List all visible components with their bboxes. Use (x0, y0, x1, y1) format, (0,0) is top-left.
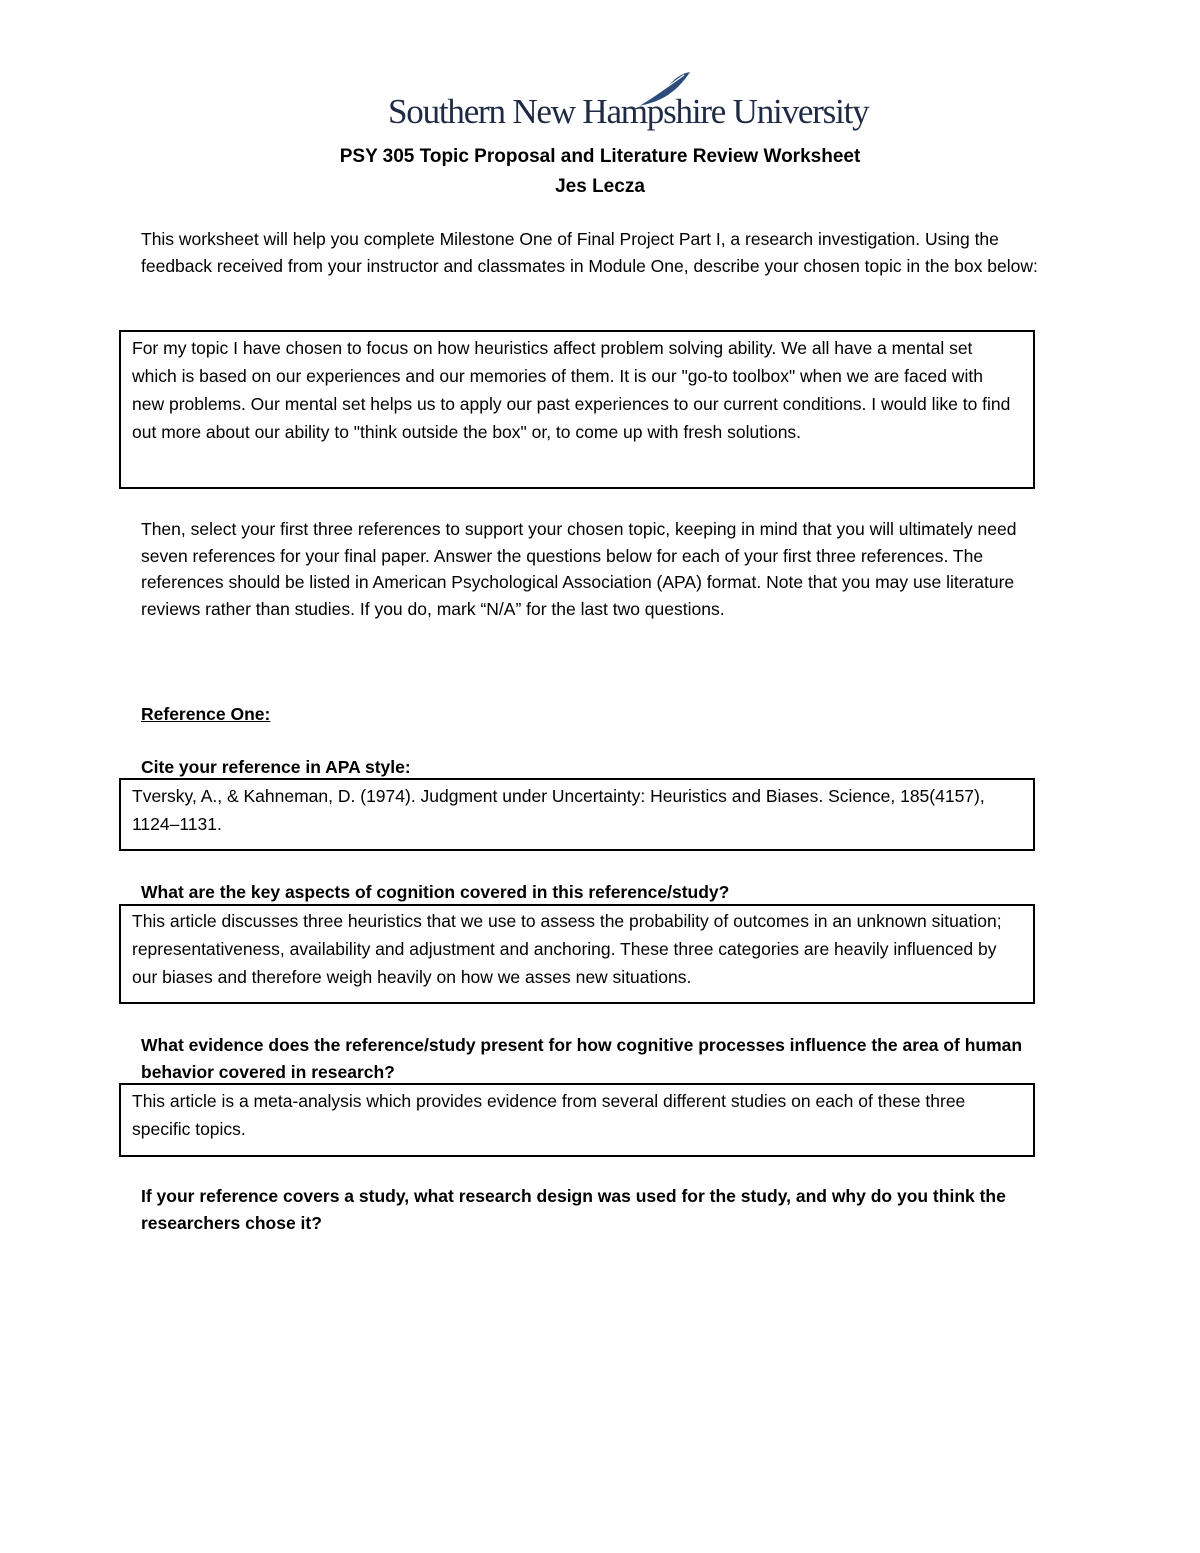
topic-answer-box[interactable] (119, 330, 1035, 489)
evidence-answer-box[interactable] (119, 1083, 1035, 1157)
aspects-answer-box[interactable] (119, 904, 1035, 1004)
university-logo (384, 70, 869, 136)
topic-answer-text: For my topic I have chosen to focus on how heuristics affect problem solving ability. We all have a mental set which is based on our experiences and our memories of them. It is our "go-to toolbox" when we are faced with new problems. Our mental set helps us to apply our past experiences to our current conditions. I would like to find out more about our ability to "think outside the box" or, to come up with fresh solutions. (132, 338, 1011, 442)
references-instructions: Then, select your first three references to support your chosen topic, keeping in mind that you will ultimately need seven references for your final paper. Answer the questions below for each of your first three references. The references should be listed in American Psychological Association (APA) format. Note that you may use literature reviews rather than studies. If you do, mark “N/A” for the last two questions. (141, 519, 1017, 619)
evidence-answer-text: This article is a meta-analysis which provides evidence from several different studies on each of these three specific topics. (132, 1091, 966, 1139)
cite-answer-box[interactable] (119, 778, 1035, 851)
page-title: PSY 305 Topic Proposal and Literature Review Worksheet (339, 146, 861, 167)
design-question: If your reference covers a study, what research design was used for the study, and why do you think the researchers chose it? (141, 1186, 1006, 1233)
reference-one-heading (141, 701, 1041, 728)
aspects-answer-text: This article discusses three heuristics that we use to assess the probability of outcomes in an unknown situation; representativeness, availability and adjustment and anchoring. These three categories are heavily influenced by our biases and therefore weigh heavily on how we asses new situations. (132, 911, 1002, 987)
cite-question: Cite your reference in APA style: (141, 757, 411, 777)
cite-answer-text: Tversky, A., & Kahneman, D. (1974). Judgment under Uncertainty: Heuristics and Biases. Science, 185(4157), 1124–1131. (132, 786, 985, 834)
author-name: Jes Lecza (555, 176, 645, 197)
intro-paragraph: This worksheet will help you complete Milestone One of Final Project Part I, a research investigation. Using the feedback received from your instructor and classmates in Module One, describe your chosen topic in the box below: (141, 229, 1038, 276)
reference-one-label: Reference One: (141, 704, 271, 724)
aspects-question: What are the key aspects of cognition covered in this reference/study? (141, 882, 730, 902)
logo-wordmark: Southern New Hampshire University (388, 92, 869, 131)
evidence-question: What evidence does the reference/study present for how cognitive processes influence the area of human behavior covered in research? (141, 1035, 1023, 1082)
